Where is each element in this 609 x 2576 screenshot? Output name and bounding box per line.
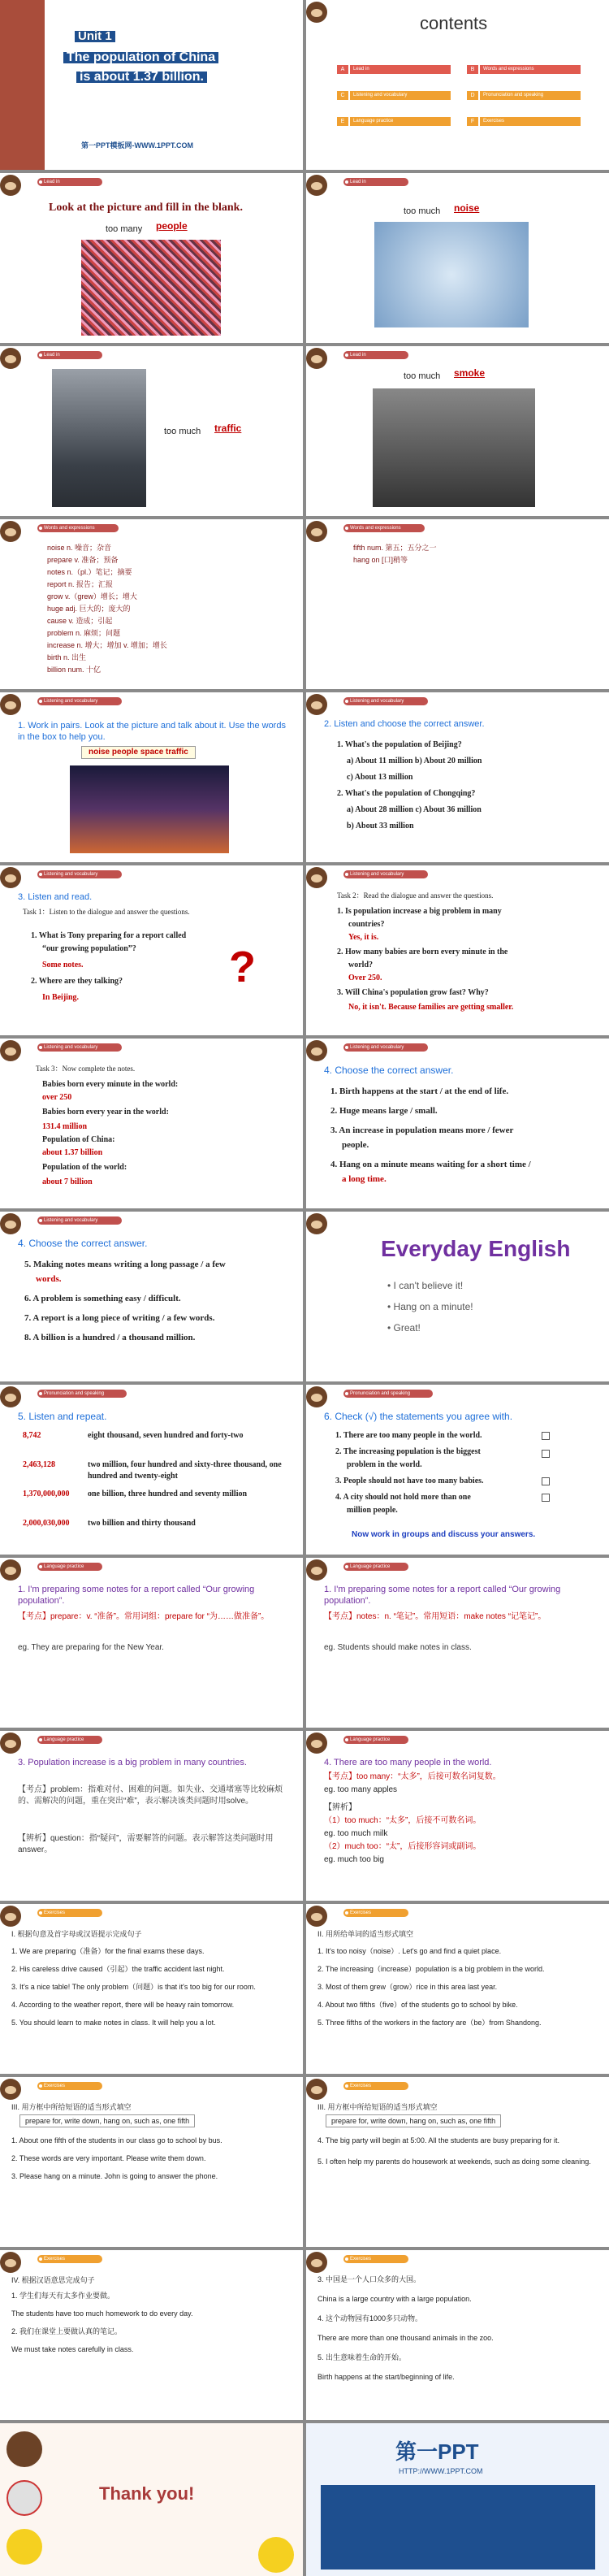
bear-icon: [306, 2252, 327, 2273]
q1: 1. What is Tony preparing for a report called: [31, 931, 187, 940]
q2: 2. Where are they talking?: [31, 977, 123, 986]
question-text: 1. I'm preparing some notes for a report called “Our growing population”.: [18, 1585, 255, 1606]
slide-lead-in-people[interactable]: [0, 173, 303, 343]
menu-key-F[interactable]: F: [467, 117, 478, 126]
slide-listening-3[interactable]: [0, 865, 303, 1035]
line-4: 2. What's the population of Chongqing?: [337, 789, 476, 798]
exercise-line: 5. I often help my parents do housework at weekends, such as doing some cleaning.: [317, 2158, 591, 2166]
exercise-line: 2. The increasing（increase）population is a big problem in the world.: [317, 1965, 545, 1973]
slide-listening-1[interactable]: [0, 692, 303, 862]
bianxi-label: 【辨析】: [324, 1803, 356, 1812]
bullet-2: • Hang on a minute!: [387, 1301, 473, 1312]
line-1: 5. Making notes means writing a long passage / a few: [24, 1260, 226, 1269]
slide-listening-2[interactable]: [306, 692, 609, 862]
task-text: Task 1：Listen to the dialogue and answer the questions.: [23, 908, 190, 916]
slide-pronunciation-1[interactable]: [0, 1385, 303, 1555]
kaodian-text: 【考点】notes：n. “笔记”。常用短语：make notes “记笔记”。: [324, 1612, 546, 1621]
exercise-heading: III. 用方框中所给短语的适当形式填空: [317, 2103, 438, 2111]
question-text: 4. Choose the correct answer.: [18, 1238, 148, 1249]
checkbox-4[interactable]: [542, 1494, 550, 1502]
word-entry: fifth num. 第五；五分之一: [353, 544, 437, 552]
rabbit-icon: [6, 2480, 42, 2516]
question-text: 5. Listen and repeat.: [18, 1411, 107, 1422]
unit-label: Unit 1: [75, 31, 115, 42]
line-3b: people.: [342, 1140, 369, 1150]
bear-icon: [306, 867, 327, 888]
bear-icon: [306, 694, 327, 715]
section-tag: Listening and vocabulary: [37, 870, 122, 878]
prompt-text: too much: [404, 371, 441, 381]
menu-key-A[interactable]: A: [337, 65, 348, 74]
ans-1: over 250: [42, 1093, 72, 1102]
line-2: 2. Huge means large / small.: [330, 1106, 438, 1116]
title-line-2: is about 1.37 billion.: [76, 72, 207, 83]
section-tag: Exercises: [343, 2082, 408, 2090]
section-tag: Listening and vocabulary: [343, 1043, 428, 1052]
kaodian-text: 【考点】prepare：v. “准备”。常用词组：prepare for “为……做准备”。: [18, 1612, 270, 1621]
bear-icon: [306, 1040, 327, 1061]
slide-heading: Look at the picture and fill in the blank.: [49, 202, 243, 214]
section-tag: Pronunciation and speaking: [37, 1390, 127, 1398]
exercise-line: 3. It's a nice table! The only problem（问题）is that it's too big for our room.: [11, 1983, 256, 1991]
site-link[interactable]: 第一PPT模板网-WWW.1PPT.COM: [81, 141, 193, 150]
answer-blank[interactable]: noise: [454, 202, 480, 214]
a1: Some notes.: [42, 961, 84, 969]
word-entry: noise n. 噪音；杂音: [47, 544, 112, 552]
menu-item-B[interactable]: Words and expressions: [480, 65, 581, 74]
example-text: eg. Students should make notes in class.: [324, 1643, 472, 1652]
slide-lead-in-traffic[interactable]: [0, 346, 303, 516]
point-1: （1）too much：“太多”，后接不可数名词。: [324, 1816, 482, 1825]
slide-choose-2[interactable]: [0, 1212, 303, 1381]
exercise-line: 1. It's too noisy（noise）. Let's go and find a quiet place.: [317, 1947, 502, 1955]
word-entry: prepare v. 准备；预备: [47, 556, 119, 564]
exercise-line: We must take notes carefully in class.: [11, 2345, 134, 2353]
exercise-line: 2. These words are very important. Please write them down.: [11, 2154, 206, 2162]
word-entry: problem n. 麻烦；问题: [47, 629, 121, 637]
bullet-1: • I can't believe it!: [387, 1280, 464, 1291]
slide-everyday-english[interactable]: [306, 1212, 609, 1381]
ans-3: about 1.37 billion: [42, 1148, 103, 1157]
exercise-line: The students have too much homework to do every day.: [11, 2309, 193, 2318]
q1b: countries?: [348, 920, 385, 929]
bear-icon: [0, 694, 21, 715]
line-3: c) About 13 million: [347, 773, 413, 782]
line-3: 7. A report is a long piece of writing / a few words.: [24, 1313, 215, 1323]
line-4b: a long time.: [342, 1174, 387, 1184]
number-words: two million, four hundred and sixty-three thousand, one hundred and twenty-eight: [88, 1460, 282, 1481]
slide-lead-in-smoke[interactable]: [306, 346, 609, 516]
slide-exercise-6[interactable]: [306, 2250, 609, 2420]
question-text: 2. Listen and choose the correct answer.: [324, 719, 485, 729]
everyday-english-title: Everyday English: [381, 1236, 571, 1261]
slide-language-4[interactable]: [306, 1731, 609, 1901]
question-text: 4. Choose the correct answer.: [324, 1065, 454, 1076]
slide-language-3[interactable]: [0, 1731, 303, 1901]
exercise-line: 5. 出生意味着生命的开始。: [317, 2353, 407, 2361]
section-tag: Listening and vocabulary: [37, 1216, 122, 1225]
line-1: 1. What's the population of Beijing?: [337, 740, 462, 749]
exercise-heading: IV. 根据汉语意思完成句子: [11, 2276, 95, 2284]
a2: Over 250.: [348, 974, 382, 982]
line-6: b) About 33 million: [347, 822, 414, 830]
word-entry: birth n. 出生: [47, 653, 87, 661]
bear-icon: [306, 1213, 327, 1234]
q2: 2. How many babies are born every minute in the: [337, 948, 508, 956]
exercise-line: 1. About one fifth of the students in our class go to school by bus.: [11, 2136, 222, 2144]
note-1: Babies born every minute in the world:: [42, 1080, 179, 1089]
ans-2: 131.4 million: [42, 1122, 88, 1131]
task-text: Task 3：Now complete the notes.: [36, 1065, 136, 1073]
word-entry: grow v.（grew）增长；增大: [47, 592, 137, 601]
bear-icon: [0, 1386, 21, 1407]
bear-icon: [0, 521, 21, 542]
slide-exercise-1[interactable]: [0, 1904, 303, 2074]
traffic-photo: [52, 369, 146, 507]
section-tag: Listening and vocabulary: [343, 697, 428, 705]
word-box: noise people space traffic: [81, 746, 196, 759]
slide-exercise-3[interactable]: [0, 2077, 303, 2247]
bear-icon: [0, 1733, 21, 1754]
title-sidebar: [0, 0, 45, 170]
number-words: one billion, three hundred and seventy million: [88, 1490, 248, 1498]
bear-icon: [306, 2079, 327, 2100]
bear-icon: [0, 1559, 21, 1581]
ans-4: about 7 billion: [42, 1177, 93, 1186]
checkbox-2[interactable]: [542, 1450, 550, 1458]
bear-icon: [0, 348, 21, 369]
bear-icon: [6, 2431, 42, 2467]
ad-panel: [321, 2485, 595, 2569]
example-text: eg. They are preparing for the New Year.: [18, 1643, 164, 1652]
prompt-text: too much: [164, 427, 201, 436]
line-2: a) About 11 million b) About 20 million: [347, 757, 482, 765]
bear-icon: [306, 2, 327, 23]
a1: Yes, it is.: [348, 933, 379, 942]
word-entry: notes n.（pl.）笔记；摘要: [47, 568, 132, 576]
section-tag: Words and expressions: [37, 524, 119, 532]
exercise-line: 2. 我们在课堂上要做认真的笔记。: [11, 2327, 123, 2335]
noise-illustration: [374, 222, 529, 327]
a2: In Beijing.: [42, 993, 80, 1002]
example-2: eg. too much milk: [324, 1829, 388, 1838]
stmt-1: 1. There are too many people in the world.: [335, 1431, 482, 1440]
section-tag: Exercises: [343, 1909, 408, 1917]
menu-item-D[interactable]: Pronunciation and speaking: [480, 91, 581, 100]
contents-title: contents: [420, 13, 488, 33]
menu-key-D[interactable]: D: [467, 91, 478, 100]
menu-item-E[interactable]: Language practice: [350, 117, 451, 126]
bear-icon: [306, 1559, 327, 1581]
menu-item-F[interactable]: Exercises: [480, 117, 581, 126]
number-value: 2,000,030,000: [23, 1519, 70, 1528]
line-4: 4. Hang on a minute means waiting for a short time /: [330, 1160, 531, 1169]
question-text: 6. Check (√) the statements you agree with.: [324, 1411, 513, 1422]
slide-lead-in-noise[interactable]: [306, 173, 609, 343]
chick-icon: [258, 2537, 294, 2573]
slide-exercise-5[interactable]: [0, 2250, 303, 2420]
prompt-text: too many: [106, 224, 143, 234]
slide-contents[interactable]: [306, 0, 609, 170]
word-entry: hang on [口]稍等: [353, 556, 408, 564]
section-tag: Exercises: [37, 2082, 102, 2090]
slide-exercise-2[interactable]: [306, 1904, 609, 2074]
slide-listening-5[interactable]: [0, 1039, 303, 1208]
bear-icon: [306, 521, 327, 542]
slide-language-2[interactable]: [306, 1558, 609, 1728]
section-tag: Exercises: [343, 2255, 408, 2263]
exercise-line: 5. Three fifths of the workers in the factory are（be）from Shandong.: [317, 2019, 542, 2027]
exercise-line: 3. Please hang on a minute. John is going to answer the phone.: [11, 2172, 218, 2180]
bear-icon: [306, 1906, 327, 1927]
stmt-2: 2. The increasing population is the biggest: [335, 1447, 481, 1456]
bear-icon: [306, 1733, 327, 1754]
bullet-2-text: Hang on a minute!: [393, 1301, 473, 1312]
line-4: 8. A billion is a hundred / a thousand million.: [24, 1333, 196, 1342]
section-tag: Language practice: [343, 1736, 408, 1744]
question-text: 3. Population increase is a big problem in many countries.: [18, 1758, 247, 1767]
city-night-photo: [70, 765, 229, 853]
section-tag: Lead in: [37, 178, 102, 186]
line-3: 3. An increase in population means more / fewer: [330, 1125, 514, 1135]
footer-instruction: Now work in groups and discuss your answers.: [352, 1530, 536, 1539]
bear-icon: [0, 2079, 21, 2100]
exercise-heading: I. 根据句意及首字母或汉语提示完成句子: [11, 1930, 142, 1938]
bear-icon: [306, 1386, 327, 1407]
bullet-3: • Great!: [387, 1322, 421, 1334]
line-5: a) About 28 million c) About 36 million: [347, 805, 482, 814]
line-1b: words.: [36, 1274, 62, 1284]
checkbox-3[interactable]: [542, 1477, 550, 1485]
chick-icon: [6, 2529, 42, 2565]
question-text: 4. There are too many people in the world.: [324, 1758, 492, 1767]
slide-words-1[interactable]: [0, 519, 303, 689]
section-tag: Lead in: [343, 351, 408, 359]
section-tag: Lead in: [343, 178, 408, 186]
menu-key-C[interactable]: C: [337, 91, 348, 100]
1ppt-logo: 第一PPT: [395, 2439, 479, 2464]
note-2: Babies born every year in the world:: [42, 1108, 169, 1117]
bear-icon: [0, 867, 21, 888]
stmt-4: 4. A city should not hold more than one: [335, 1493, 471, 1502]
1ppt-url[interactable]: HTTP://WWW.1PPT.COM: [399, 2467, 483, 2475]
slide-words-2[interactable]: [306, 519, 609, 689]
section-tag: Exercises: [37, 1909, 102, 1917]
bianxi-text: 【辨析】question：指“疑问”，需要解答的问题。表示解答这类问题时用answer。: [18, 1834, 274, 1854]
bullet-1-text: I can't believe it!: [393, 1280, 464, 1291]
bullet-3-text: Great!: [393, 1322, 421, 1334]
exercise-line: 4. About two fifths（five）of the students go to school by bike.: [317, 2001, 518, 2009]
slide-language-1[interactable]: [0, 1558, 303, 1728]
kaodian-text: 【考点】too many：“太多”，后接可数名词复数。: [324, 1772, 501, 1781]
kaodian-text: 【考点】problem：指难对付、困难的问题。如失业、交通堵塞等比较麻烦的、需解决的问题，重在突出“难”，表示解决该类问题时用solve。: [18, 1785, 283, 1806]
section-tag: Language practice: [37, 1736, 102, 1744]
question-text: 3. Listen and read.: [18, 892, 93, 902]
line-1: 1. Birth happens at the start / at the end of life.: [330, 1086, 509, 1096]
q1b: “our growing population”?: [42, 944, 136, 953]
phrase-box: prepare for, write down, hang on, such as, one fifth: [326, 2114, 501, 2127]
word-entry: report n. 报告；汇报: [47, 580, 114, 588]
section-tag: Language practice: [343, 1563, 408, 1571]
section-tag: Language practice: [37, 1563, 102, 1571]
smoke-photo: [373, 388, 535, 507]
exercise-line: China is a large country with a large population.: [317, 2295, 472, 2303]
checkbox-1[interactable]: [542, 1432, 550, 1440]
exercise-line: Birth happens at the start/beginning of life.: [317, 2373, 455, 2381]
note-4: Population of the world:: [42, 1163, 127, 1172]
word-entry: cause v. 造成；引起: [47, 617, 113, 625]
line-2: 6. A problem is something easy / difficult.: [24, 1294, 181, 1303]
thank-you-text: Thank you!: [99, 2483, 195, 2504]
answer-blank[interactable]: smoke: [454, 367, 486, 379]
question-mark-icon: ?: [229, 943, 256, 991]
section-tag: Listening and vocabulary: [37, 697, 122, 705]
exercise-line: 4. 这个动物园有1000多只动物。: [317, 2314, 423, 2322]
slide-exercise-4[interactable]: [306, 2077, 609, 2247]
phrase-box: prepare for, write down, hang on, such as, one fifth: [19, 2114, 195, 2127]
prompt-text: too much: [404, 206, 441, 216]
word-entry: billion num. 十亿: [47, 666, 102, 674]
word-entry: huge adj. 巨大的；庞大的: [47, 605, 131, 613]
bear-icon: [306, 348, 327, 369]
bear-icon: [306, 175, 327, 196]
number-words: eight thousand, seven hundred and forty-two: [88, 1431, 244, 1440]
stmt-3: 3. People should not have too many babies.: [335, 1477, 484, 1485]
question-text: 1. I'm preparing some notes for a report called “Our growing population”.: [324, 1585, 561, 1606]
q3: 3. Will China's population grow fast? Why?: [337, 988, 489, 997]
exercise-line: 1. 学生们每天有太多作业要做。: [11, 2292, 115, 2300]
number-value: 1,370,000,000: [23, 1490, 70, 1498]
exercise-line: 3. 中国是一个人口众多的大国。: [317, 2275, 421, 2283]
slide-thank-you[interactable]: [0, 2423, 303, 2576]
bear-icon: [0, 1906, 21, 1927]
section-tag: Pronunciation and speaking: [343, 1390, 433, 1398]
exercise-line: 4. The big party will begin at 5:00. All the students are busy preparing for it.: [317, 2136, 560, 2144]
example-3: eg. much too big: [324, 1855, 384, 1864]
exercise-line: 5. You should learn to make notes in class. It will help you a lot.: [11, 2019, 216, 2027]
slide-title[interactable]: [0, 0, 303, 170]
section-tag: Listening and vocabulary: [37, 1043, 122, 1052]
slide-listening-4[interactable]: [306, 865, 609, 1035]
section-tag: Words and expressions: [343, 524, 425, 532]
point-2: （2）much too：“太”，后接形容词或副词。: [324, 1842, 482, 1851]
task-text: Task 2：Read the dialogue and answer the questions.: [337, 891, 494, 900]
bear-icon: [0, 2252, 21, 2273]
exercise-line: 4. According to the weather report, there will be heavy rain tomorrow.: [11, 2001, 235, 2009]
crowd-photo: [81, 240, 221, 336]
answer-blank[interactable]: people: [156, 220, 188, 232]
slide-choose-1[interactable]: [306, 1039, 609, 1208]
exercise-heading: III. 用方框中所给短语的适当形式填空: [11, 2103, 132, 2111]
stmt-4b: million people.: [347, 1506, 398, 1515]
section-tag: Listening and vocabulary: [343, 870, 428, 878]
note-3: Population of China:: [42, 1135, 115, 1144]
menu-item-C[interactable]: Listening and vocabulary: [350, 91, 451, 100]
answer-blank[interactable]: traffic: [214, 423, 242, 434]
slide-pronunciation-2[interactable]: [306, 1385, 609, 1555]
exercise-line: 1. We are preparing（准备）for the final exams these days.: [11, 1947, 205, 1955]
menu-item-A[interactable]: Lead in: [350, 65, 451, 74]
exercise-line: 3. Most of them grew（grow）rice in this area last year.: [317, 1983, 498, 1991]
menu-key-B[interactable]: B: [467, 65, 478, 74]
question-text: 1. Work in pairs. Look at the picture and talk about it. Use the words in the box to help you.: [18, 721, 286, 742]
section-tag: Lead in: [37, 351, 102, 359]
a3: No, it isn't. Because families are getting smaller.: [348, 1003, 514, 1012]
number-value: 2,463,128: [23, 1460, 55, 1469]
bear-icon: [0, 1040, 21, 1061]
number-words: two billion and thirty thousand: [88, 1519, 196, 1528]
q2b: world?: [348, 961, 373, 969]
bear-icon: [0, 175, 21, 196]
menu-key-E[interactable]: E: [337, 117, 348, 126]
q1: 1. Is population increase a big problem in many: [337, 907, 502, 916]
number-value: 8,742: [23, 1431, 41, 1440]
bear-icon: [0, 1213, 21, 1234]
slide-1ppt-ad[interactable]: [306, 2423, 609, 2576]
stmt-2b: problem in the world.: [347, 1460, 422, 1469]
exercise-line: 2. His careless drive caused（引起）the traffic accident last night.: [11, 1965, 225, 1973]
example-1: eg. too many apples: [324, 1785, 398, 1794]
exercise-heading: II. 用所给单词的适当形式填空: [317, 1930, 414, 1938]
section-tag: Exercises: [37, 2255, 102, 2263]
word-entry: increase n. 增大；增加 v. 增加；增长: [47, 641, 167, 649]
exercise-line: There are more than one thousand animals in the zoo.: [317, 2334, 494, 2342]
title-line-1: The population of China: [63, 52, 218, 63]
